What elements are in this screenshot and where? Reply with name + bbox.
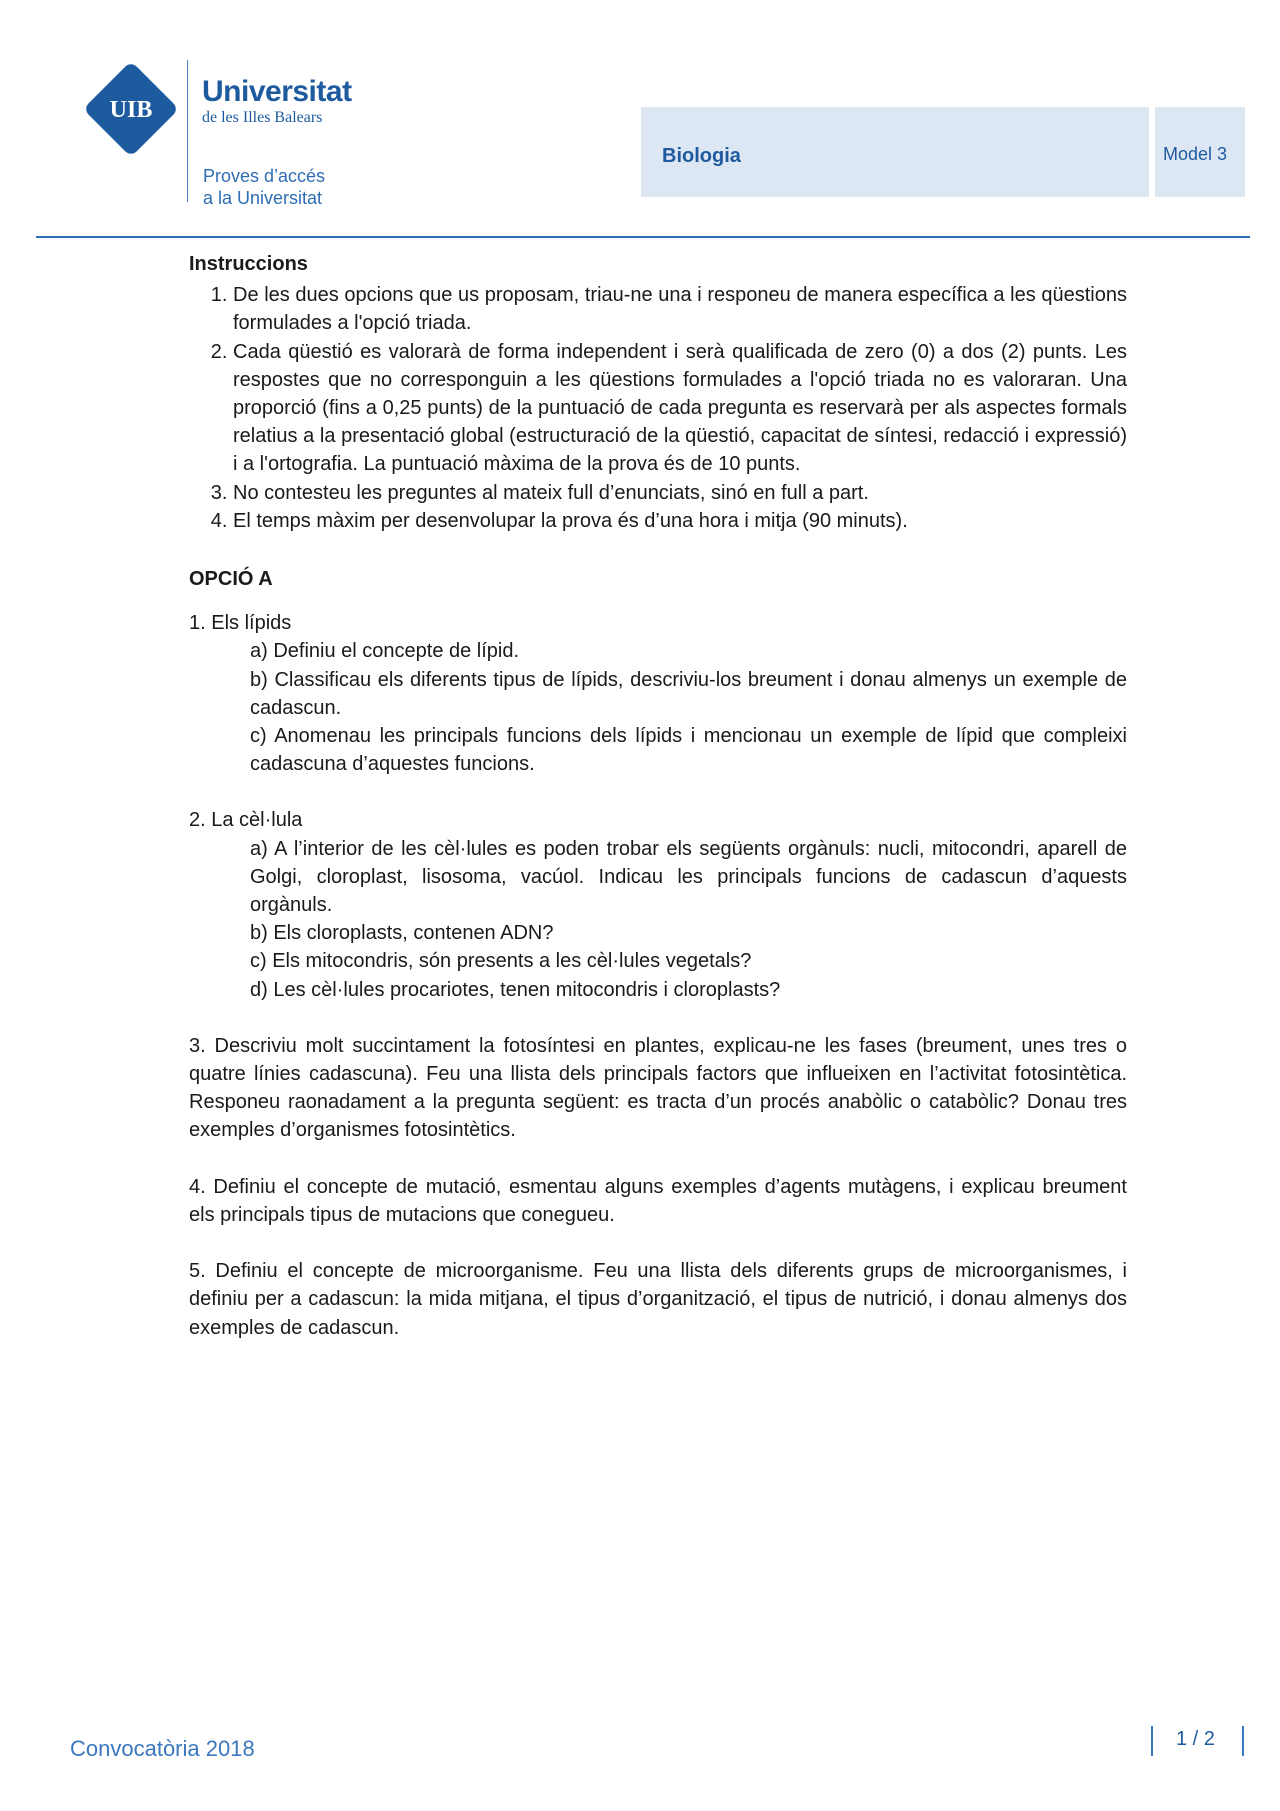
question-4: 4. Definiu el concepte de mutació, esmentau alguns exemples d’agents mutàgens, i explicau breument els principals tipus de mutacions que conegueu. [189, 1175, 1127, 1226]
option-a-title: OPCIÓ A [189, 568, 273, 591]
header-rule [36, 236, 1250, 238]
instruction-item: 2. Cada qüestió es valorarà de forma independent i serà qualificada de zero (0) a dos (2) punts. Les respostes que no corresponguin a les qüestions formulades a l'opció triada no es valoraran. Una proporció (fins a 0,25 punts) de la puntuació de cada pregunta es reservarà per als aspectes formals relatius a la presentació global (estructuració de la qüestió, capacitat de síntesi, redacció i expressió) i a l'ortografia. La puntuació màxima de la prova és de 10 punts. [233, 338, 1127, 479]
instructions-list [189, 281, 1127, 535]
question-2-part: a) A l’interior de les cèl·lules es poden trobar els següents orgànuls: nucli, mitocondri, aparell de Golgi, cloroplast, lisosoma, vacúol. Indicau les principals funcions de cadascun d’aquests orgànuls. [250, 837, 1127, 917]
exam-content [189, 250, 1127, 1342]
question-2-part: b) Els cloroplasts, contenen ADN? [250, 922, 554, 945]
question-1-title: 1. Els lípids [189, 612, 292, 635]
question-2-title: 2. La cèl·lula [189, 809, 303, 832]
question-1-part: c) Anomenau les principals funcions dels lípids i mencionau un exemple de lípid que compleixi cadascuna d’aquestes funcions. [250, 725, 1127, 776]
uib-logo [83, 61, 179, 157]
footer-divider-right [1242, 1726, 1244, 1756]
proves-acces [203, 165, 325, 209]
proves-line-1: Proves d’accés [203, 166, 326, 186]
question-1-part: a) Definiu el concepte de lípid. [250, 640, 520, 663]
question-2-part: c) Els mitocondris, són presents a les cèl·lules vegetals? [250, 950, 752, 973]
subject-title: Biologia [662, 145, 741, 167]
model-label: Model 3 [1163, 144, 1228, 164]
instructions-title: Instruccions [189, 253, 308, 275]
convocatoria-label: Convocatòria 2018 [70, 1736, 255, 1761]
question-3: 3. Descriviu molt succintament la fotosíntesi en plantes, explicau-ne les fases (breument, unes tres o quatre línies cadascuna). Feu una llista dels principals factors que influeixen en l’activitat fotosintètica. Responeu raonadament a la pregunta següent: es tracta d’un procés anabòlic o catabòlic? Donau tres exemples d’organismes fotosintètics. [189, 1034, 1127, 1142]
question-1-part: b) Classificau els diferents tipus de lípids, descriviu-los breument i donau almenys un exemple de cadascun. [250, 668, 1127, 719]
footer-divider-left [1151, 1726, 1153, 1756]
uib-logo-initials: UIB [109, 97, 153, 123]
question-2-part: d) Les cèl·lules procariotes, tenen mitocondris i cloroplasts? [250, 978, 781, 1001]
header-divider [187, 60, 188, 202]
university-name: Universitat [202, 75, 352, 108]
proves-line-2: a la Universitat [203, 188, 323, 208]
instruction-item: 4. El temps màxim per desenvolupar la prova és d’una hora i mitja (90 minuts). [233, 507, 1127, 535]
question-5: 5. Definiu el concepte de microorganisme. Feu una llista dels diferents grups de microorganismes, i definiu per a cadascun: la mida mitjana, el tipus d’organització, el tipus de nutrició, i donau almenys dos exemples de cadascun. [189, 1260, 1127, 1339]
university-subtitle: de les Illes Balears [202, 109, 323, 126]
instruction-item: 1. De les dues opcions que us proposam, triau-ne una i responeu de manera específica a les qüestions formulades a l'opció triada. [233, 281, 1127, 337]
page-number: 1 / 2 [1176, 1728, 1215, 1750]
instruction-item: 3. No contesteu les preguntes al mateix full d’enunciats, sinó en full a part. [233, 479, 1127, 507]
